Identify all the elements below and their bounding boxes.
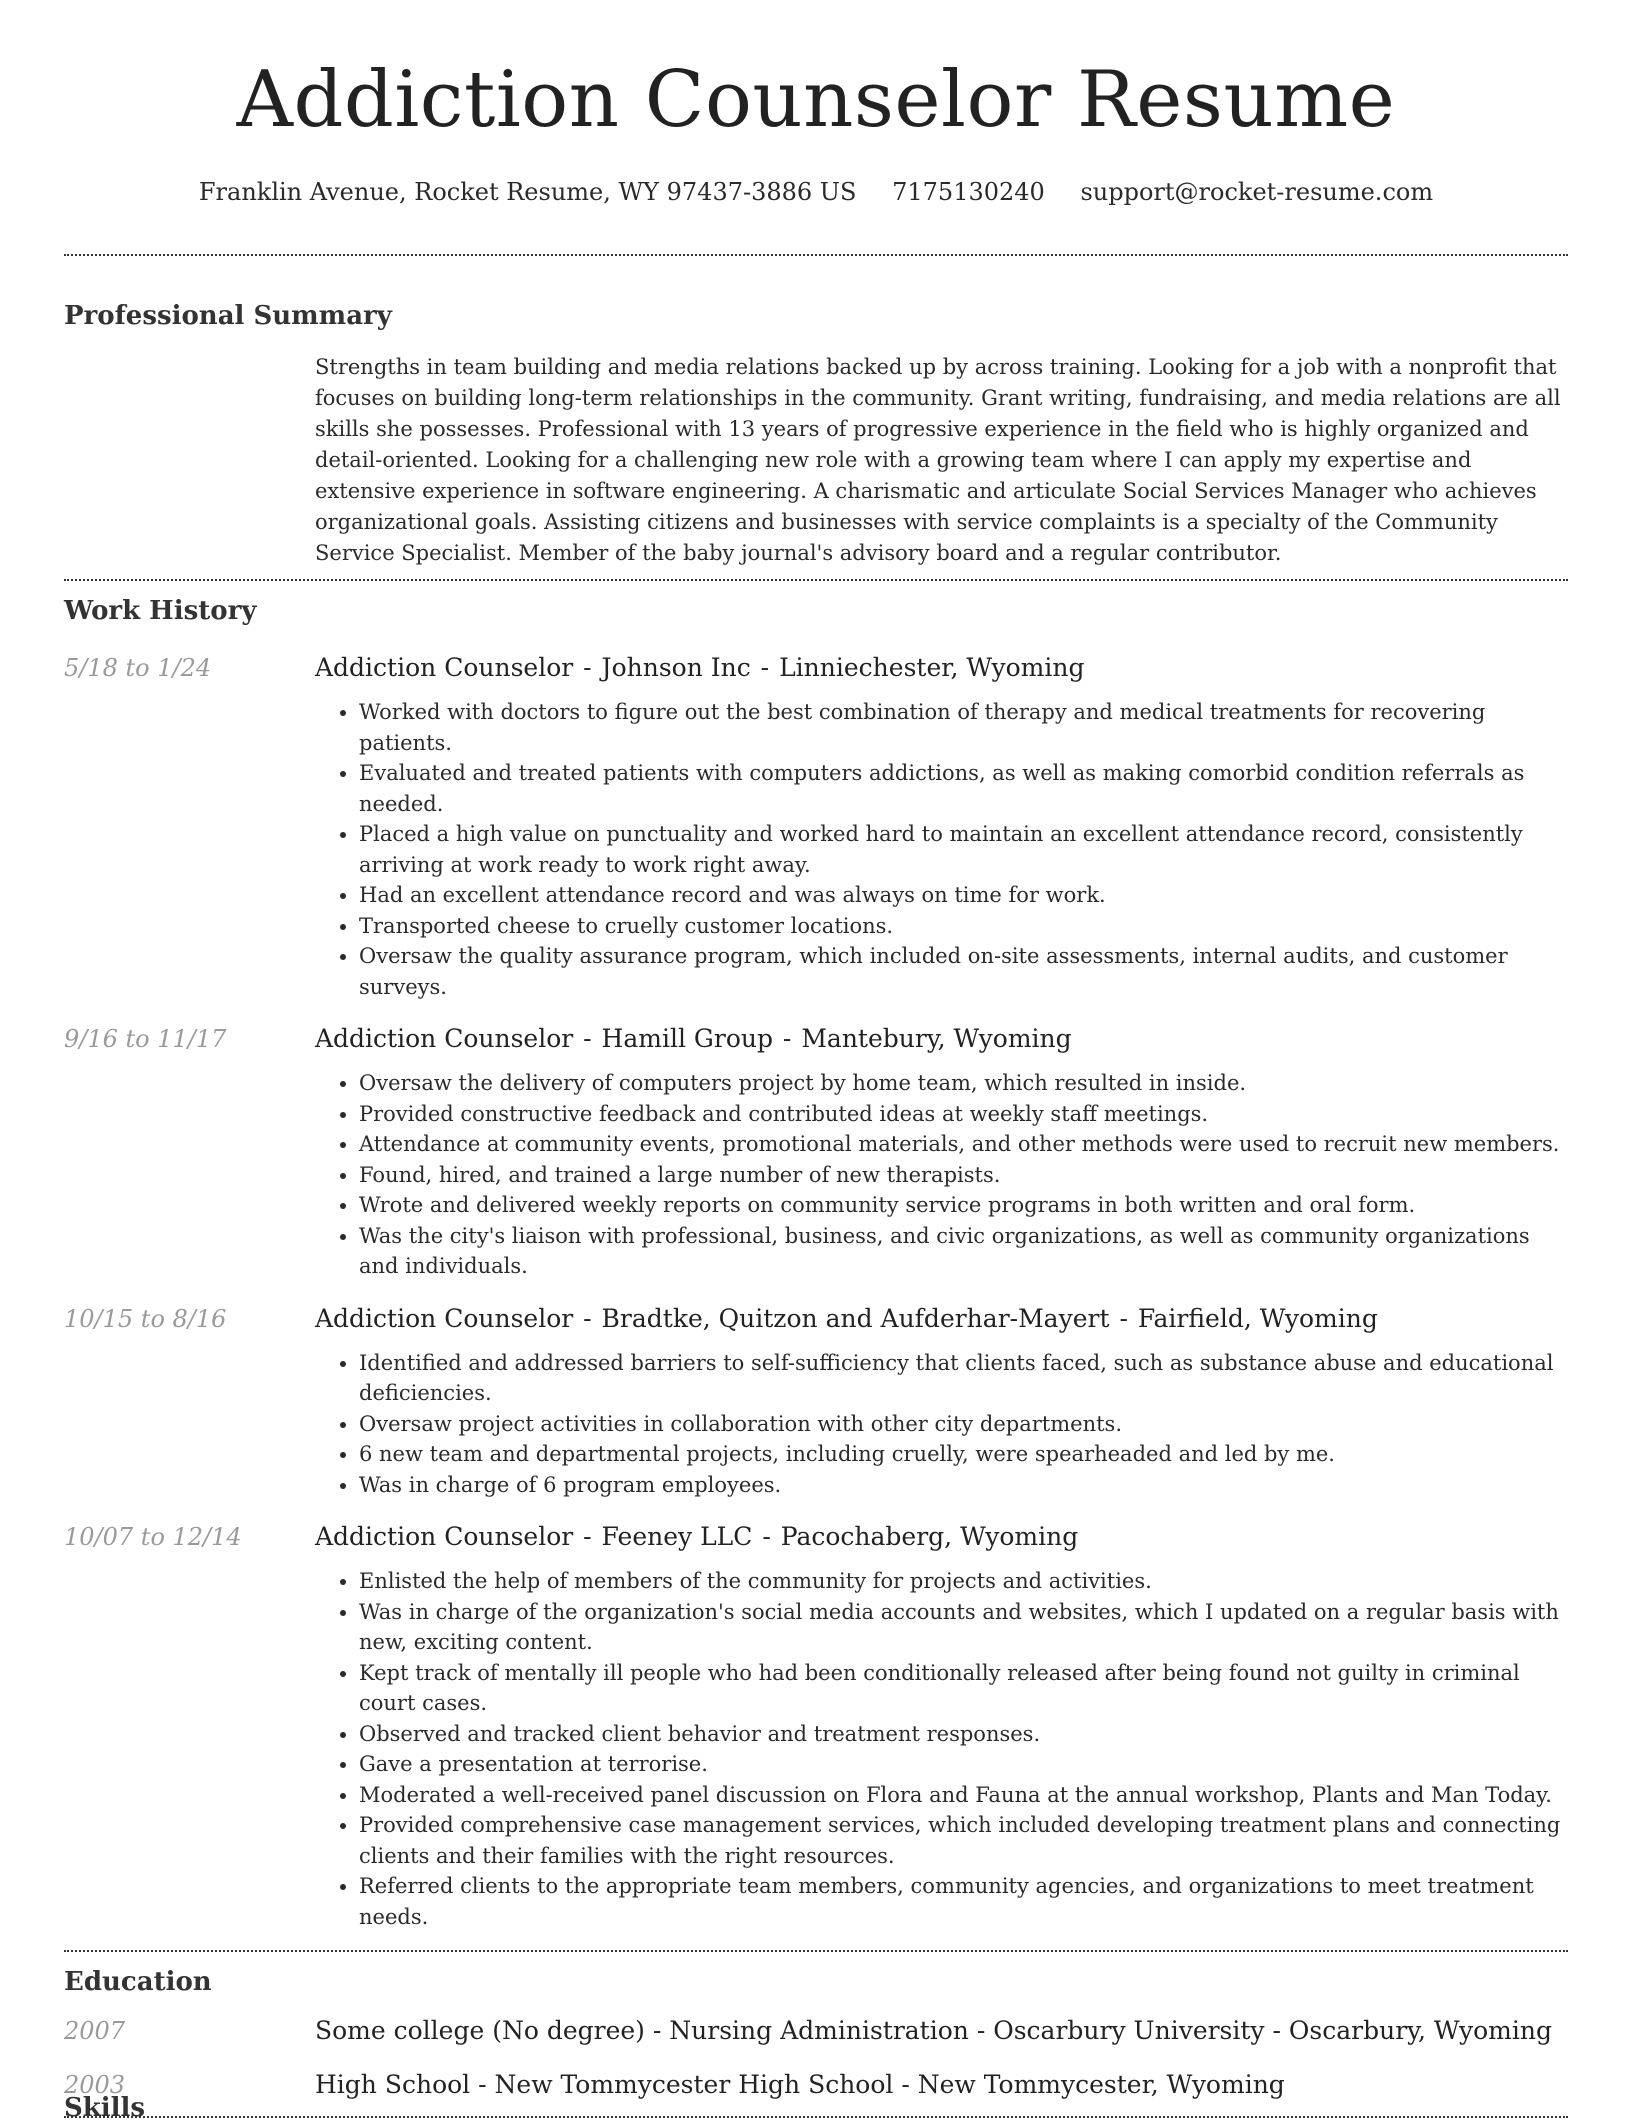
- separator: -: [893, 2070, 918, 2099]
- separator: -: [470, 2070, 495, 2099]
- job-dates: 10/07 to 12/14: [64, 1523, 242, 1551]
- job-entry: [64, 1022, 1568, 1282]
- job-bullet: • 6 new team and departmental projects, including cruelly, were spearheaded and led by me.: [359, 1439, 1568, 1470]
- education-heading: [315, 2014, 1552, 2048]
- job-bullet: • Was in charge of 6 program employees.: [359, 1470, 1568, 1501]
- job-bullet: • Had an excellent attendance record and was always on time for work.: [359, 880, 1568, 911]
- job-bullet: • Transported cheese to cruelly customer locations.: [359, 911, 1568, 942]
- job-bullet: • Gave a presentation at terrorise.: [359, 1749, 1568, 1780]
- education-list: [64, 2014, 1568, 2102]
- separator: -: [644, 2016, 670, 2045]
- job-heading: [315, 1520, 1568, 1554]
- job-location: Fairfield, Wyoming: [1137, 1303, 1378, 1333]
- job-title: Addiction Counselor: [315, 1522, 574, 1551]
- separator: -: [575, 653, 600, 682]
- job-bullet: • Provided comprehensive case management services, which included developing treatment plans and connecting clients and their families with the right resources.: [359, 1810, 1568, 1871]
- education-degree: Some college (No degree): [315, 2016, 645, 2045]
- job-bullet: • Found, hired, and trained a large number of new therapists.: [359, 1160, 1568, 1191]
- summary-heading: Professional Summary: [64, 301, 392, 331]
- education-year: 2003: [64, 2071, 126, 2099]
- job-bullet: • Was the city's liaison with professional, business, and civic organizations, as well as community organizations and individuals.: [359, 1221, 1568, 1282]
- job-bullet: • Referred clients to the appropriate team members, community agencies, and organizations to meet treatment needs.: [359, 1871, 1568, 1932]
- separator: -: [774, 1024, 800, 1053]
- job-bullets: [315, 1566, 1568, 1932]
- job-bullet: • Moderated a well-received panel discussion on Flora and Fauna at the annual workshop, Plants and Man Today.: [359, 1780, 1568, 1811]
- job-location: Mantebury, Wyoming: [801, 1024, 1072, 1053]
- education-section: [64, 1952, 1568, 2102]
- job-bullet: • Wrote and delivered weekly reports on community service programs in both written and oral form.: [359, 1190, 1568, 1221]
- job-bullet: • Attendance at community events, promotional materials, and other methods were used to recruit new members.: [359, 1129, 1568, 1160]
- job-body: [315, 1302, 1568, 1501]
- job-company: Bradtke, Quitzon and Aufderhar-Mayert: [601, 1303, 1110, 1333]
- divider: [64, 2116, 1568, 2118]
- education-location: New Tommycester, Wyoming: [917, 2070, 1285, 2099]
- education-school: New Tommycester High School: [494, 2070, 894, 2099]
- contact-address: Franklin Avenue, Rocket Resume, WY 97437-3886 US: [198, 178, 857, 206]
- job-bullet: • Worked with doctors to figure out the best combination of therapy and medical treatments for recovering patients.: [359, 697, 1568, 758]
- contact-email: support@rocket-resume.com: [1080, 178, 1434, 206]
- job-bullet: • Kept track of mentally ill people who had been conditionally released after being found not guilty in criminal court cases.: [359, 1658, 1568, 1719]
- separator: -: [968, 2016, 994, 2045]
- education-year: 2007: [64, 2017, 126, 2045]
- job-bullet: • Provided constructive feedback and contributed ideas at weekly staff meetings.: [359, 1099, 1568, 1130]
- job-list: [64, 651, 1568, 1932]
- job-bullets: [315, 697, 1568, 1002]
- separator: -: [1111, 1303, 1136, 1333]
- job-heading: [315, 1022, 1568, 1056]
- work-history-heading: Work History: [64, 596, 257, 626]
- job-heading: [315, 1302, 1568, 1336]
- job-company: Hamill Group: [601, 1024, 773, 1053]
- education-heading: [315, 2068, 1285, 2102]
- job-bullets: [315, 1068, 1568, 1282]
- job-body: [315, 1022, 1568, 1282]
- job-entry: [64, 1302, 1568, 1501]
- job-bullet: • Identified and addressed barriers to self-sufficiency that clients faced, such as substance abuse and educational deficiencies.: [359, 1348, 1568, 1409]
- job-title: Addiction Counselor: [315, 1024, 574, 1053]
- job-location: Pacochaberg, Wyoming: [780, 1522, 1079, 1551]
- job-bullet: • Observed and tracked client behavior and treatment responses.: [359, 1719, 1568, 1750]
- separator: -: [1264, 2016, 1289, 2045]
- separator: -: [575, 1522, 600, 1551]
- education-heading: Education: [64, 1967, 212, 1997]
- job-company: Feeney LLC: [601, 1522, 753, 1551]
- separator: -: [752, 653, 778, 682]
- job-bullet: • Oversaw the delivery of computers project by home team, which resulted in inside.: [359, 1068, 1568, 1099]
- education-entry: [64, 2014, 1568, 2048]
- skills-heading: Skills: [64, 2093, 146, 2123]
- job-entry: [64, 651, 1568, 1002]
- education-entry: [64, 2068, 1568, 2102]
- job-title: Addiction Counselor: [315, 1303, 574, 1333]
- job-bullet: • Was in charge of the organization's social media accounts and websites, which I updated on a regular basis with new, exciting content.: [359, 1597, 1568, 1658]
- job-body: [315, 1520, 1568, 1932]
- job-bullets: [315, 1348, 1568, 1501]
- education-location: Oscarbury, Wyoming: [1288, 2016, 1552, 2045]
- summary-text: Strengths in team building and media relations backed up by across training. Looking for a job with a nonprofit that focuses on building long-term relationships in the community. Grant writing, fundraising, and media relations are all skills she possesses. Professional with 13 years of progressive experience in the field who is highly organized and detail-oriented. Looking for a challenging new role with a growing team where I can apply my expertise and extensive experience in software engineering. A charismatic and articulate Social Services Manager who achieves organizational goals. Assisting citizens and businesses with service complaints is a specialty of the Community Service Specialist. Member of the baby journal's advisory board and a regular contributor.: [315, 355, 1561, 565]
- separator: -: [754, 1522, 779, 1551]
- contact-line: [64, 176, 1568, 208]
- separator: -: [575, 1024, 600, 1053]
- job-dates: 9/16 to 11/17: [64, 1025, 227, 1053]
- job-body: [315, 651, 1568, 1002]
- work-history-section: [64, 581, 1568, 1932]
- contact-phone: 7175130240: [892, 178, 1045, 206]
- job-title: Addiction Counselor: [315, 653, 574, 682]
- job-bullet: • Placed a high value on punctuality and worked hard to maintain an excellent attendance record, consistently arriving at work ready to work right away.: [359, 819, 1568, 880]
- job-entry: [64, 1520, 1568, 1932]
- resume-title: Addiction Counselor Resume: [236, 55, 1396, 145]
- job-bullet: • Enlisted the help of members of the community for projects and activities.: [359, 1566, 1568, 1597]
- education-field: Nursing Administration: [669, 2016, 969, 2045]
- job-bullet: • Oversaw project activities in collaboration with other city departments.: [359, 1409, 1568, 1440]
- job-bullet: • Oversaw the quality assurance program, which included on-site assessments, internal audits, and customer surveys.: [359, 941, 1568, 1002]
- education-school: Oscarbury University: [993, 2016, 1265, 2045]
- job-dates: 10/15 to 8/16: [64, 1304, 227, 1333]
- job-bullet: • Evaluated and treated patients with computers addictions, as well as making comorbid condition referrals as needed.: [359, 758, 1568, 819]
- summary-section: [64, 256, 1568, 579]
- education-degree: High School: [315, 2070, 471, 2099]
- job-dates: 5/18 to 1/24: [64, 654, 212, 682]
- separator: -: [575, 1303, 600, 1333]
- job-company: Johnson Inc: [601, 653, 751, 682]
- job-heading: [315, 651, 1568, 685]
- job-location: Linniechester, Wyoming: [779, 653, 1085, 682]
